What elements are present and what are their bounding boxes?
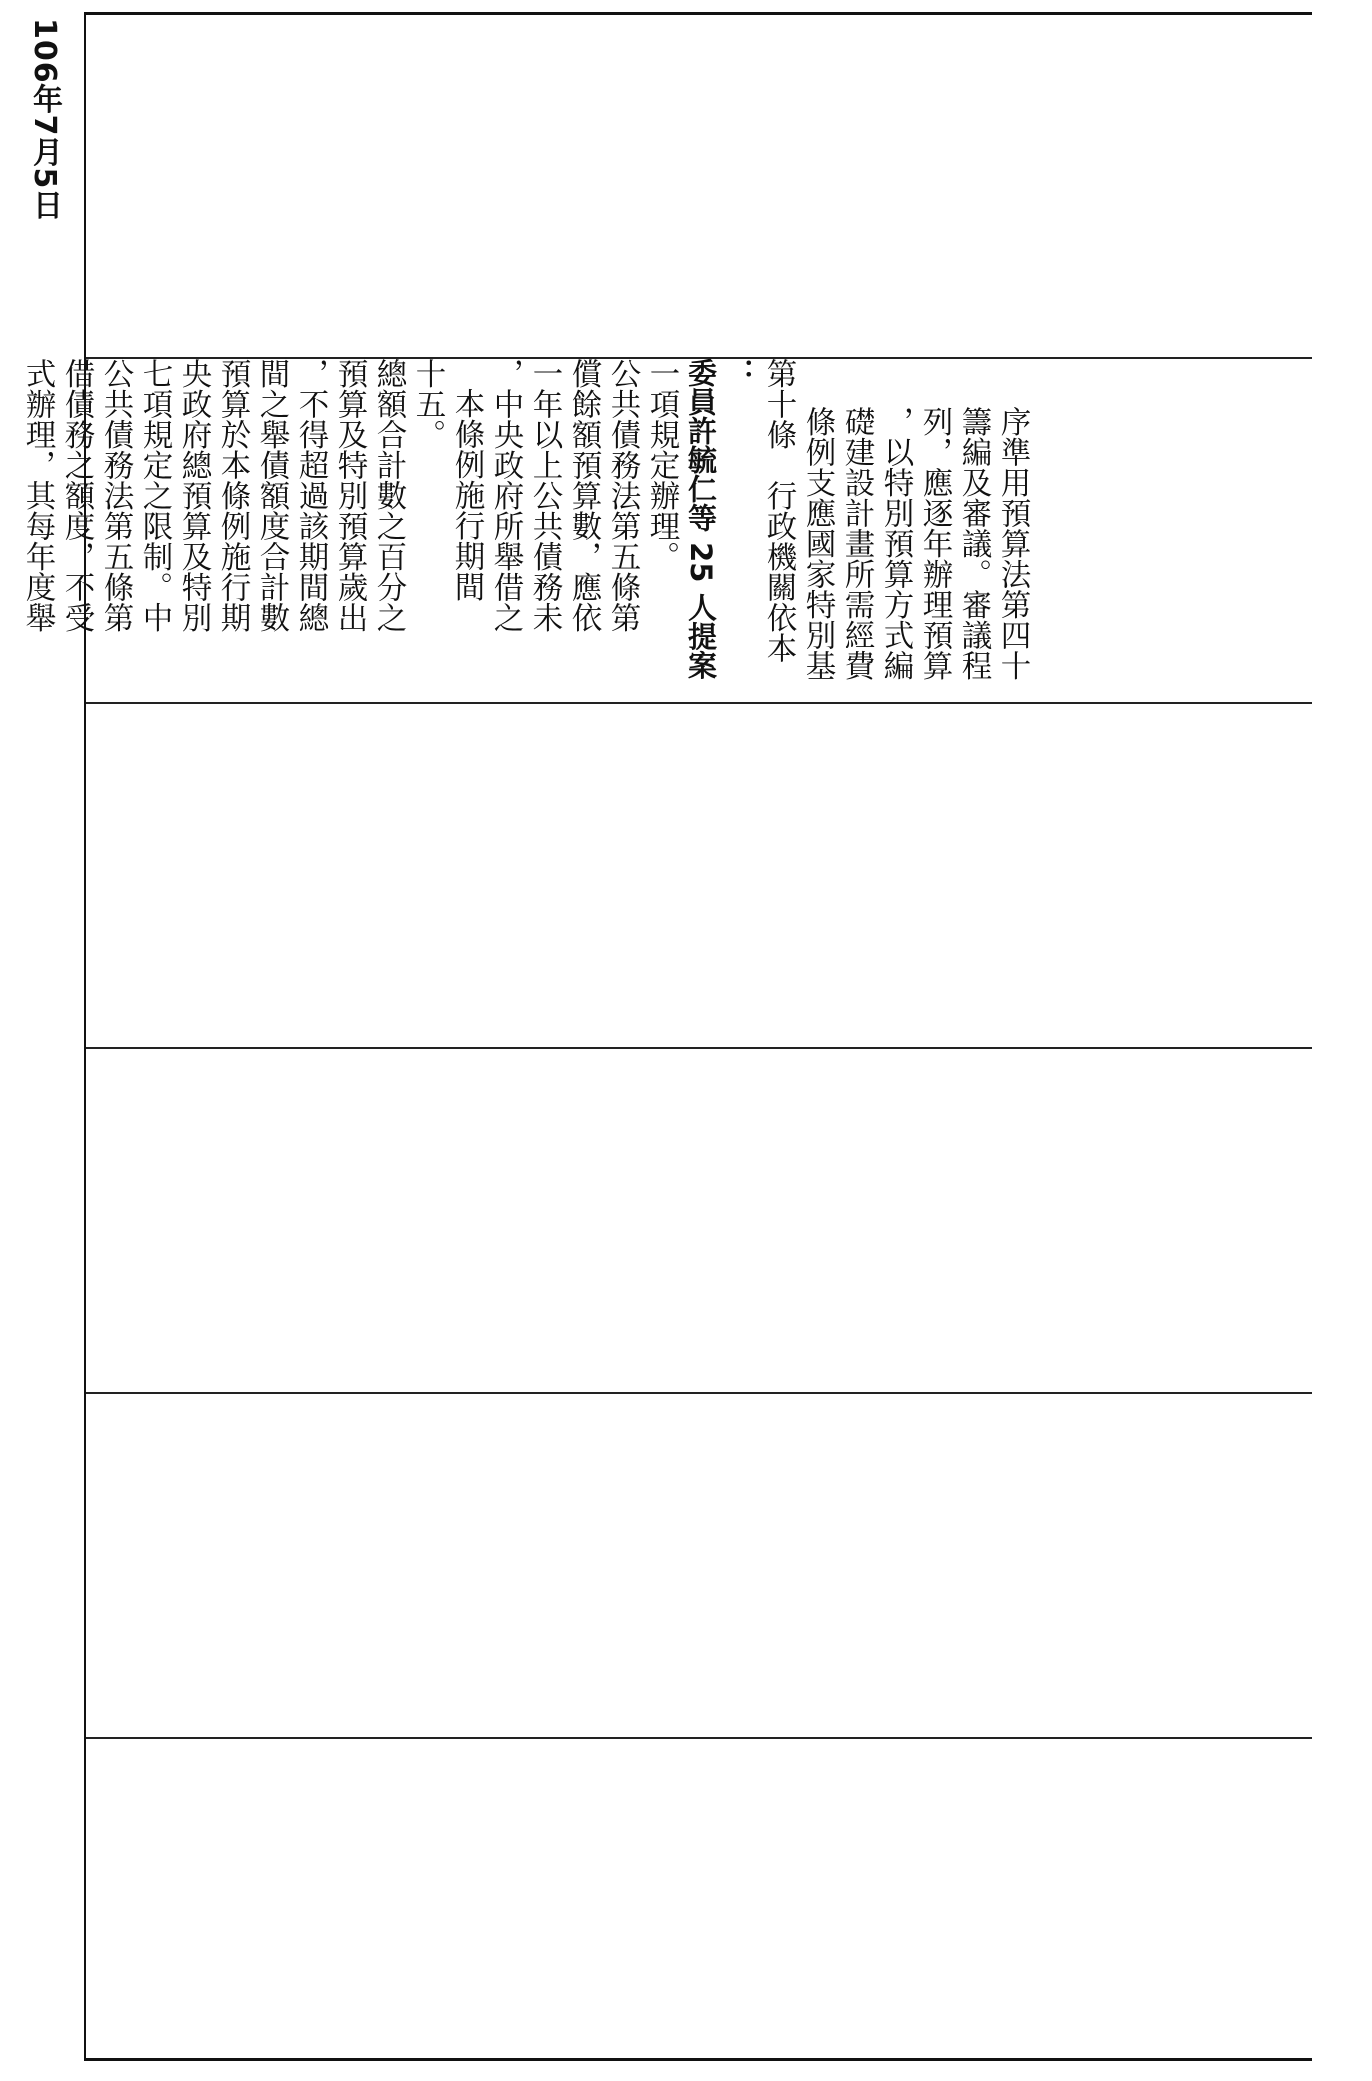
- text-line: 借債務之額度，不受: [59, 358, 94, 633]
- text-line: 總額合計數之百分之: [371, 358, 406, 633]
- article-line: 列，應逐年辦理預算: [917, 406, 952, 681]
- text-line: ，不得超過該期間總: [293, 358, 328, 633]
- proposal-heading: 委員許毓仁等 25 人提案: [684, 358, 718, 680]
- text-line: 七項規定之限制。中: [137, 358, 172, 633]
- text-line: ，中央政府所舉借之: [488, 358, 523, 633]
- article-line: 條例支應國家特別基: [800, 406, 835, 681]
- text-line: 預算於本條例施行期: [215, 358, 250, 633]
- document-text-column: [18, 358, 1032, 700]
- document-table: [84, 12, 1312, 2061]
- text-line: 間之舉債額度合計數: [254, 358, 289, 633]
- article-line: 序準用預算法第四十: [995, 406, 1030, 681]
- text-line: 式辦理，其每年度舉: [20, 358, 55, 633]
- text-line: 一年以上公共債務未: [527, 358, 562, 633]
- proposal-heading-colon: ：: [723, 358, 757, 387]
- text-line: 本條例施行期間: [449, 388, 484, 602]
- row-divider: [86, 1737, 1312, 1739]
- text-line: 一項規定辦理。: [644, 358, 679, 572]
- text-line: 公共債務法第五條第: [605, 358, 640, 633]
- row-divider: [86, 1392, 1312, 1394]
- article-line: ，以特別預算方式編: [878, 406, 913, 681]
- date-header: 106年7月5日: [27, 18, 62, 221]
- text-line: 央政府總預算及特別: [176, 358, 211, 633]
- text-line: 償餘額預算數，應依: [566, 358, 601, 633]
- text-line: 公共債務法第五條第: [98, 358, 133, 633]
- article-line: 籌編及審議。審議程: [956, 406, 991, 681]
- article-line: 礎建設計畫所需經費: [839, 406, 874, 681]
- article-line: 第十條 行政機關依本: [761, 358, 796, 663]
- text-line: 預算及特別預算歲出: [332, 358, 367, 633]
- row-divider: [86, 702, 1312, 704]
- text-line: 十五。: [410, 358, 445, 450]
- row-divider: [86, 1047, 1312, 1049]
